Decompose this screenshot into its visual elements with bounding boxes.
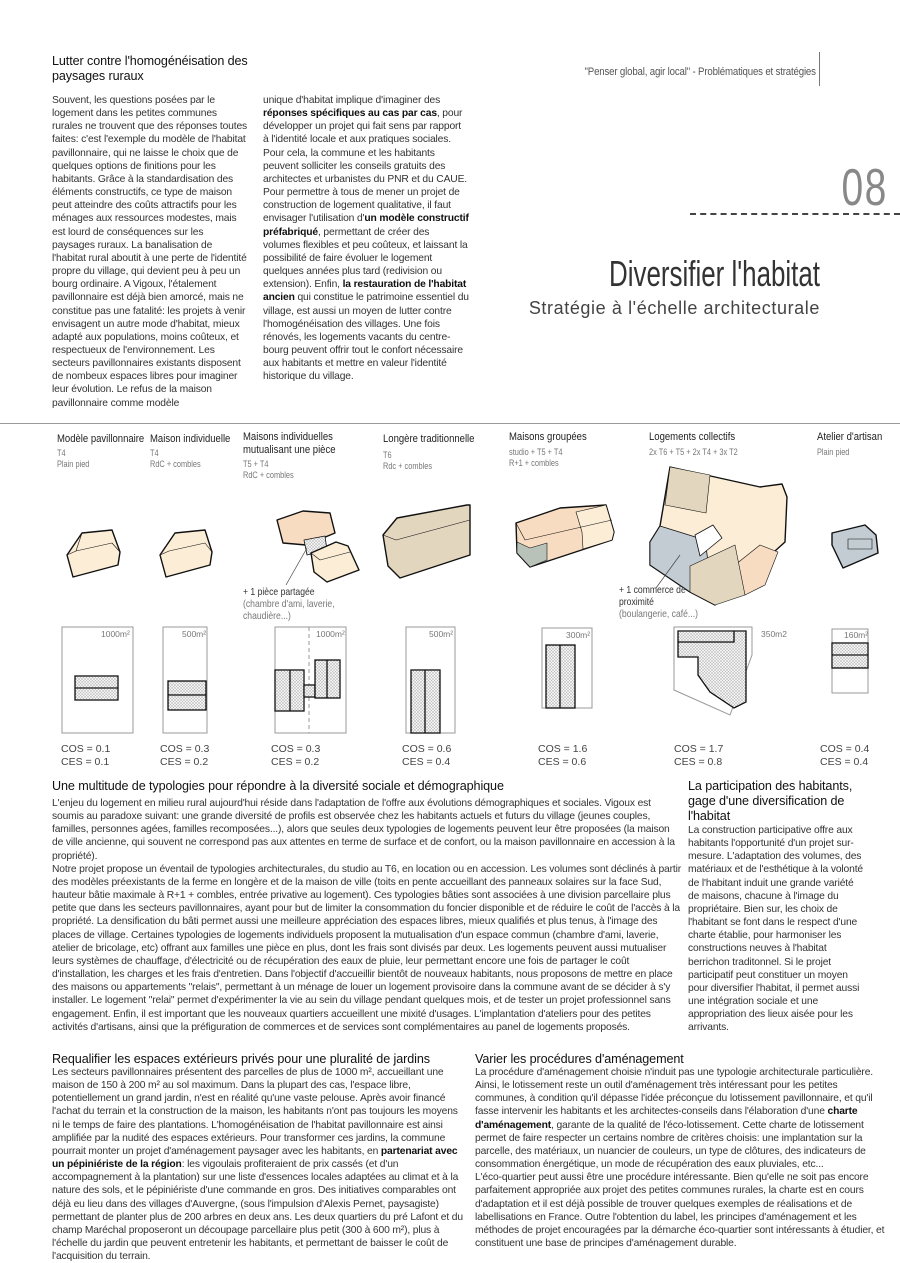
paragraph xyxy=(52,1066,466,1263)
typology-type: T6 xyxy=(383,450,392,460)
density-ratios xyxy=(674,743,723,769)
plot-area: 500m² xyxy=(182,629,207,639)
text: La procédure d'aménagement choisie n'induit pas une typologie architecturale particulière. Ainsi, le lotissement reste un outil d'aménagement très intéressant pour les petites communes, à condition qu'il dépasse l'idée préconçue du lotissement pavillonnaire, et qu'il fasse intervenir les habitants et les architectes-conseils dans l'élaboration d'une xyxy=(475,1067,873,1118)
typology-type: T4 xyxy=(57,448,66,458)
note-line: chaudière...) xyxy=(243,610,291,622)
text: , permettant de créer des volumes flexibles et peu coûteux, et laissant la possibilité de faire évoluer le logement quelques années plus tard (redivision ou extension). Enfin, xyxy=(263,226,468,291)
jardins-heading: Requalifier les espaces extérieurs privés pour une pluralité de jardins xyxy=(52,1052,430,1066)
ces-value: CES = 0.4 xyxy=(820,756,869,768)
shared-room-note xyxy=(243,586,335,622)
typology-floors: R+1 + combles xyxy=(509,458,559,468)
paragraph: L'enjeu du logement en milieu rural aujourd'hui réside dans l'adaptation de l'offre aux évolutions démographiques et sociales. Vigoux est soumis au paradoxe suivant: une grande diversité de profils est observée chez les habitants actuels et futurs du village (jeunes couples, familles, personnes agées, familles recomposées...), alors que seules deux typologies de logements peuvent leur être proposées (la maison de ville ancienne, qui souvent ne correspond pas aux attentes en terme de surface et de confort, ou la maison pavillonnaire en accession à la propriété). xyxy=(52,798,675,862)
chapter-number: 08 xyxy=(841,159,888,217)
running-title: "Penser global, agir local" - Problématiques et stratégies xyxy=(584,66,816,78)
cos-value: COS = 1.6 xyxy=(538,743,588,755)
house-individuelle xyxy=(160,530,212,577)
text: Les secteurs pavillonnaires présentent des parcelles de plus de 1000 m², accueillant une maison de 150 à 200 m² au sol maximum. Dans la plupart des cas, l'espace libre, potentiellement un grand jardin, n'est en réalité qu'une vaste pelouse. Après avoir financé l'achat du terrain et la construction de la maison, les habitants n'ont pas toujours les moyens ni le temps de faire des plantations. L'homogénéisation de l'habitat pavillonnaire est ainsi amplifiée par la nudité des espaces extérieurs. Pour transformer ces jardins, la commune pourrait monter un projet d'aménagement paysager avec les habitants, en xyxy=(52,1067,458,1157)
plot-area: 300m² xyxy=(566,630,591,640)
typology-floors: Plain pied xyxy=(57,459,90,469)
plot-area: 1000m² xyxy=(316,629,345,639)
note-line: proximité xyxy=(619,596,654,608)
jardins-body xyxy=(52,1066,466,1263)
plot-area: 500m² xyxy=(429,629,454,639)
ces-value: CES = 0.2 xyxy=(160,756,209,768)
cos-value: COS = 0.6 xyxy=(402,743,452,755)
typology-floors: Rdc + combles xyxy=(383,461,433,471)
text: : les vigoulais profiteraient de prix cassés (et d'un accompagnement à la plantation) sur une liste d'essences locales adaptées au climat et à la nature des sols, et le pépiniériste d'une commande en gros. Des initiatives comparables ont déjà eu lieu dans des villages d'Auvergne, (sous l'impulsion d'Alexis Pernet, paysagiste) permettant de planter plus de 200 arbres en deux ans. Les deux quartiers du pré Lafont et du champ Maréchal proposeront un découpage parcellaire plus petit (300 à 600 m²), plus à l'échelle du jardin que peuvent entretenir les habitants, et permettant de baisser le coût de l'acquisition du terrain. xyxy=(52,1159,463,1263)
plot-area: 160m² xyxy=(844,630,869,640)
typology-pavillonnaire xyxy=(57,433,160,470)
paragraph: L'éco-quartier peut aussi être une procédure intéressante. Bien qu'elle ne soit pas encore parfaitement appropriée aux projet des petites communes rurales, la charte est en cours d'adaptation et il est déjà possible de trouver quelques exemples de réalisations et de labellisations en France. Outre l'obtention du label, les principes d'aménagement et les méthodes de projet encouragées par la démarche éco-quartier sont intéressants à étudier, et constituent une base de principes d'aménagement durable. xyxy=(475,1172,885,1250)
typology-type: Plain pied xyxy=(817,447,850,457)
note-line: (chambre d'ami, laverie, xyxy=(243,598,335,610)
density-ratios xyxy=(538,743,587,769)
house-mutualisee xyxy=(277,511,359,585)
typology-floors: RdC + combles xyxy=(243,470,294,480)
typology-name: Maisons individuelles xyxy=(243,431,333,443)
cos-value: COS = 0.3 xyxy=(271,743,321,755)
typology-collectifs xyxy=(649,431,757,458)
typology-type: studio + T5 + T4 xyxy=(509,447,563,457)
plot-area: 350m2 xyxy=(761,629,787,639)
density-ratios xyxy=(61,743,110,769)
paragraph: Notre projet propose un éventail de typologies architecturales, du studio au T6, en location ou en accession. Les volumes sont déclinés à partir des modèles préexistants de la ferme en longère et de la maison de ville (toits en pente accueillant des panneaux solaires sur la face Sud, hauteur bâtie maximale à R+1 + combles, entrée privative au logement). Ces typologies bâties sont associées à une division parcellaire plus petite que dans les secteurs pavillonnaires, ayant pour but de limiter la consommation du foncier disponible et de réduire le coût de l'accès à la propriété. La densification du bâti permet aussi une meilleure appréciation des espaces libres, mieux qualifiés et plus tenus, à l'image des places de village. Certaines typologies de logements individuels proposent la mutualisation d'un espace commun (chambre d'ami, laverie, atelier de bricolage, etc) offrant aux familles une pièce en plus, dont les frais sont divisés par deux. Les logements peuvent aussi mutualiser leurs systèmes de chauffage, d'électricité ou de récupération des eaux de pluie, leur permettant encore une fois de partager le coût d'installation, les charges et les frais d'entretien. Dans l'objectif d'accueillir bientôt de nouveaux habitants, nous proposons de mettre en place des maisons ou appartements "relais", permettant à un ménage de louer un logement provisoire dans la commune avant de se décider à s'y installer. Le logement "relai" permet d'expérimenter la vie au sein du village pendant quelques mois, et de tester un projet professionnel sans engagement. Enfin, il est important que les nouveaux quartiers accueillent une mixité d'usages. L'implantation d'ateliers pour des petites activités d'artisans, ainsi que la préfiguration de commerces et de services sont complémentaires au panel de logements proposés. xyxy=(52,863,682,1033)
procedures-heading: Varier les procédures d'aménagement xyxy=(475,1052,684,1066)
paragraph: La construction participative offre aux habitants l'opportunité d'un projet sur-mesure. L'adaptation des volumes, des matériaux et de l'esthétique à la volonté de l'habitant induit une grande variété de maisons, chacune à l'image du propriétaire. Bien sur, les choix de l'habitant se font dans le respect d'une charte établie, pour harmoniser les constructions neuves à l'habitat berrichon traditonnel. Si le projet participatif peut constituer un moyen pour diversifier l'habitat, il permet aussi une intégration sociale et une appropriation des lieux aisée pour les arrivants. xyxy=(688,825,863,1034)
procedures-body xyxy=(475,1066,887,1250)
note-line: + 1 pièce partagée xyxy=(243,586,315,598)
plot-area: 1000m² xyxy=(101,629,130,639)
house-pavillon xyxy=(67,530,120,577)
house-groupees xyxy=(516,505,614,567)
typology-mutualisee xyxy=(243,431,352,481)
page-subtitle: Stratégie à l'échelle architecturale xyxy=(528,298,820,318)
cos-value: COS = 1.7 xyxy=(674,743,724,755)
typology-atelier xyxy=(817,431,894,458)
page-title: Diversifier l'habitat xyxy=(609,253,820,294)
text: qui constitue le patrimoine essentiel du village, est aussi un moyen de lutter contre l'homogénéisation des villages. Une fois rénovés, les logements vacants du centre-bourg peuvent offrir tout le confort nécessaire aux habitants et mettre en valeur l'identité historique du village. xyxy=(263,292,469,383)
cos-value: COS = 0.3 xyxy=(160,743,210,755)
emphasis: un modèle constructif préfabriqué xyxy=(263,213,469,238)
emphasis: la restauration de l'habitat ancien xyxy=(263,279,467,304)
typology-type: T4 xyxy=(150,448,159,458)
typology-name: Modèle pavillonnaire xyxy=(57,433,145,445)
plot-2 xyxy=(163,627,207,733)
note-line: (boulangerie, café...) xyxy=(619,608,698,620)
cos-value: COS = 0.4 xyxy=(820,743,870,755)
emphasis: partenariat avec un pépiniériste de la région xyxy=(52,1145,458,1171)
typology-type: 2x T6 + T5 + 2x T4 + 3x T2 xyxy=(649,447,738,457)
intro-heading: Lutter contre l'homogénéisation des paysages ruraux xyxy=(52,54,248,83)
typology-name: Longère traditionnelle xyxy=(383,433,475,445)
typology-name: Atelier d'artisan xyxy=(817,431,883,443)
emphasis: réponses spécifiques au cas par cas xyxy=(263,108,437,120)
note-line: + 1 commerce de xyxy=(619,584,686,596)
text: , garante de la qualité de l'éco-lotissement. Cette charte de lotissement permet de faire respecter un certains nombre de critères choisis: une implantation sur la parcelle, des matériaux, un nuancier de couleurs, un type de clôtures, des indicateurs de consommation énergétique, un mode de récupération des eaux pluviales, etc... xyxy=(475,1119,866,1171)
cos-value: COS = 0.1 xyxy=(61,743,111,755)
participation-heading: La participation des habitants, gage d'une diversification de l'habitat xyxy=(688,779,853,823)
typology-type: T5 + T4 xyxy=(243,459,269,469)
ces-value: CES = 0.8 xyxy=(674,756,723,768)
typology-individuelle xyxy=(150,433,245,470)
typology-name: mutualisant une pièce xyxy=(243,444,336,456)
ces-value: CES = 0.4 xyxy=(402,756,451,768)
density-ratios xyxy=(160,743,209,769)
multitude-heading: Une multitude de typologies pour répondre à la diversité sociale et démographique xyxy=(52,779,504,793)
paragraph xyxy=(475,1066,887,1171)
text: unique d'habitat implique d'imaginer des xyxy=(263,95,441,106)
density-ratios xyxy=(820,743,869,769)
density-ratios xyxy=(271,743,320,769)
text: , pour développer un projet qui fait sens par rapport à l'identité locale et aux pratiques sociales. Pour cela, la commune et les habitants peuvent solliciter les conseils gratuits des architectes et urbanistes du PNR et du CAUE. Pour permettre à tous de mener un projet de construction de logement qualitative, il faut envisager l'utilisation d' xyxy=(263,108,468,225)
typology-name: Maisons groupées xyxy=(509,431,587,443)
ces-value: CES = 0.2 xyxy=(271,756,320,768)
ces-value: CES = 0.1 xyxy=(61,756,110,768)
house-atelier xyxy=(832,525,878,568)
typology-groupees xyxy=(509,431,600,469)
multitude-body xyxy=(52,797,682,1034)
participation-body xyxy=(688,824,866,1035)
typology-name: Logements collectifs xyxy=(649,431,736,443)
density-ratios xyxy=(402,743,451,769)
ces-value: CES = 0.6 xyxy=(538,756,587,768)
emphasis: charte d'aménagement xyxy=(475,1106,858,1131)
house-longere xyxy=(383,505,470,578)
intro-paragraph-1: Souvent, les questions posées par le logement dans les petites communes rurales ne trouvent que des réponses toutes faites: c'est l'exemple du modèle de l'habitat pavillonnaire, qui ne laisse le choix que de quelques options de finitions pour les habitants. Grâce à la standardisation des éléments constructifs, ce type de maison peut atteindre des coûts attractifs pour les ménages aux ressources modestes, mais est lourd de conséquences sur les paysages ruraux. La banalisation de l'habitat rural aboutit à une perte de l'identité propre du village, qui devient peu à peu un bourg ordinaire. A Vigoux, l'étalement pavillonnaire est déjà bien amorcé, mais ne constitue pas une fatalité: les projets à venir envisagent un autre mode d'habitat, mieux adapté aux populations, moins coûteux, et respectueux de l'environnement. Les secteurs pavillonnaires existants disposent de nombeux espaces libres pour imaginer leur évolution. Le refus de la maison pavillonnaire comme modèle xyxy=(52,95,248,409)
typology-floors: RdC + combles xyxy=(150,459,201,469)
typology-name: Maison individuelle xyxy=(150,433,231,445)
shop-note xyxy=(619,584,698,620)
typology-longere xyxy=(383,433,491,472)
